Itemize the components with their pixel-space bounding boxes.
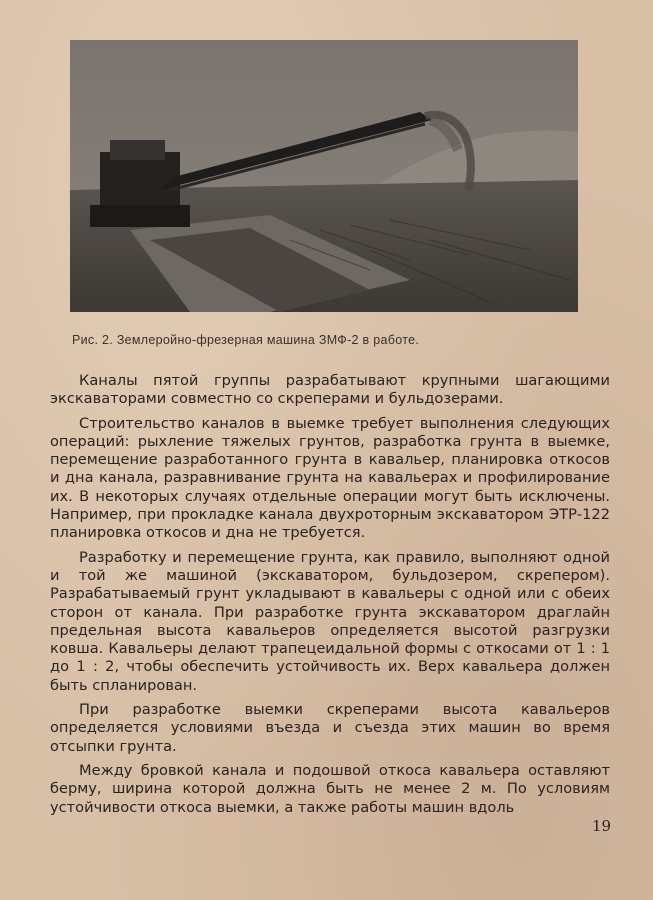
earth-milling-machine-photo (70, 40, 578, 312)
paragraph: Строительство каналов в выемке требует выполнения следующих операций: рыхление тяжелых грунтов, разработка грунта в выемке, перемещение разработанного грунта в кавальер, планировка откосов и дна канала, разравнивание грунта на кавальерах и профилирование их. В некоторых случаях отдельные операции могут быть исключены. Например, при прокладке канала двухроторным экскаватором ЭТР-122 планировка откосов и дна не требуется. (50, 414, 610, 542)
body-text (50, 372, 610, 823)
paragraph: Каналы пятой группы разрабатывают крупными шагающими экскаваторами совместно со скреперами и бульдозерами. (50, 372, 610, 408)
page-number: 19 (592, 817, 612, 835)
paragraph: Разработку и перемещение грунта, как правило, выполняют одной и той же машиной (экскаватором, бульдозером, скрепером). Разрабатываемый грунт укладывают в кавальеры с одной или с обеих сторон от канала. При разработке грунта экскаватором драглайн предельная высота кавальеров определяется высотой разгрузки ковша. Кавальеры делают трапецеидальной формы с откосами от 1 : 1 до 1 : 2, чтобы обеспечить устойчивость их. Верх кавальера должен быть спланирован. (50, 548, 610, 694)
paragraph: Между бровкой канала и подошвой откоса кавальера оставляют берму, ширина которой должна быть не менее 2 м. По условиям устойчивости откоса выемки, а также работы машин вдоль (50, 761, 610, 816)
figure-photo (70, 40, 578, 312)
figure-caption: Рис. 2. Землеройно-фрезерная машина ЗМФ-2 в работе. (72, 333, 420, 347)
paragraph: При разработке выемки скреперами высота кавальеров определяется условиями въезда и съезда этих машин во время отсыпки грунта. (50, 701, 610, 755)
